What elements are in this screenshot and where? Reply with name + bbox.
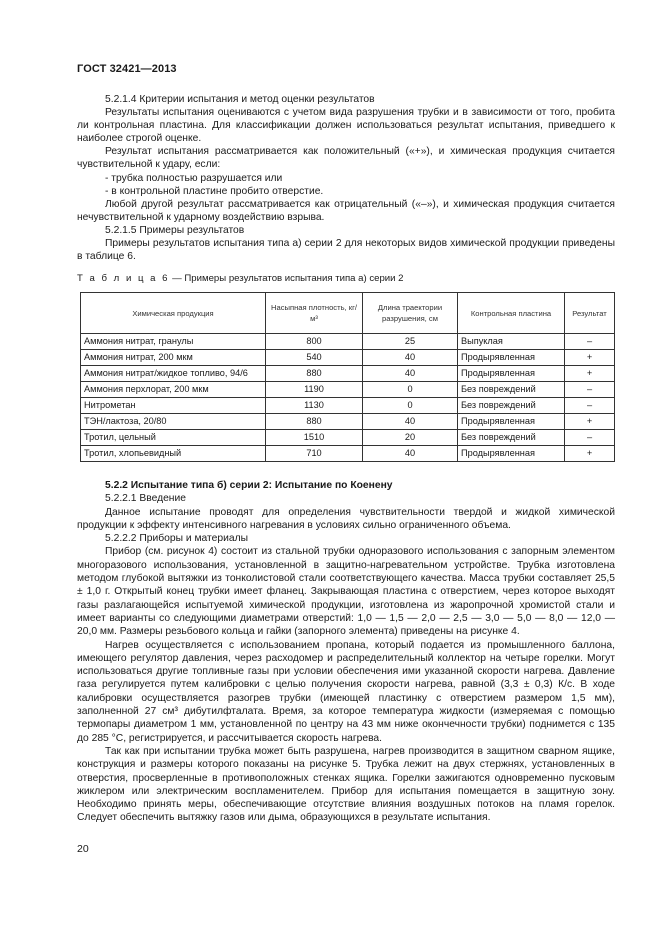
- table-cell: +: [565, 350, 615, 366]
- table-row: [81, 398, 615, 414]
- results-table: [80, 292, 615, 462]
- table-row: [81, 430, 615, 446]
- table-cell: Без повреждений: [458, 382, 565, 398]
- section-heading-5-2-2-2: 5.2.2.2 Приборы и материалы: [105, 533, 248, 545]
- table-cell: 800: [266, 334, 363, 350]
- table-header-row: [81, 293, 615, 334]
- table-cell: Аммония нитрат/жидкое топливо, 94/6: [81, 366, 266, 382]
- table-cell: 540: [266, 350, 363, 366]
- table-cell: Нитрометан: [81, 398, 266, 414]
- table-cell: Без повреждений: [458, 430, 565, 446]
- table-cell: 1130: [266, 398, 363, 414]
- table-cell: Выпуклая: [458, 334, 565, 350]
- column-header: Химическая продукция: [81, 293, 266, 334]
- table-cell: Продырявленная: [458, 366, 565, 382]
- table-row: [81, 350, 615, 366]
- list-item: - трубка полностью разрушается или: [105, 172, 283, 184]
- table-cell: 1190: [266, 382, 363, 398]
- table-cell: 25: [363, 334, 458, 350]
- table-caption: [77, 273, 404, 284]
- section-heading-5-2-1-5: 5.2.1.5 Примеры результатов: [105, 224, 245, 236]
- paragraph: Любой другой результат рассматривается как отрицательный («–»), и химическая продукция считается нечувствительной к ударному воздействию взрыва.: [77, 198, 615, 223]
- table-cell: 710: [266, 446, 363, 462]
- column-header: Насыпная плотность, кг/м³: [266, 293, 363, 334]
- table-row: [81, 366, 615, 382]
- page-number: 20: [77, 843, 89, 855]
- table-row: [81, 446, 615, 462]
- table-cell: 20: [363, 430, 458, 446]
- section-5-2-1-4: [77, 93, 615, 263]
- table-cell: 0: [363, 398, 458, 414]
- table-cell: +: [565, 446, 615, 462]
- table-cell: Продырявленная: [458, 414, 565, 430]
- table-cell: 0: [363, 382, 458, 398]
- list-item: - в контрольной пластине пробито отверстие.: [105, 185, 324, 197]
- table-cell: 40: [363, 446, 458, 462]
- column-header: Результат: [565, 293, 615, 334]
- table-row: [81, 414, 615, 430]
- table-row: [81, 382, 615, 398]
- section-heading-5-2-2: 5.2.2 Испытание типа б) серии 2: Испытание по Коенену: [105, 480, 393, 491]
- table-cell: Тротил, цельный: [81, 430, 266, 446]
- table-cell: Аммония нитрат, 200 мкм: [81, 350, 266, 366]
- table-row: [81, 334, 615, 350]
- table-cell: Продырявленная: [458, 446, 565, 462]
- table-cell: Аммония перхлорат, 200 мкм: [81, 382, 266, 398]
- table-caption-text: — Примеры результатов испытания типа а) серии 2: [169, 273, 404, 284]
- table-cell: 880: [266, 366, 363, 382]
- paragraph: Так как при испытании трубка может быть разрушена, нагрев производится в защитном сварном ящике, конструкция и размеры которого показаны на рисунке 5. Трубка лежит на двух стержнях, установленных в отверстия, просверленные в противоположных стенках ящика. Горелки зажигаются одновременно пусковым жиклером или электрическим воспламенителем. Прибор для испытания помещается в защитную зону. Необходимо принять меры, обеспечивающие отсутствие влияния воздушных потоков на пламя горелок. Следует обеспечить вытяжку газов или дыма, образующихся в результате испытания.: [77, 745, 615, 824]
- paragraph: Данное испытание проводят для определения чувствительности твердой и жидкой химической продукции к эффекту интенсивного нагревания в условиях сильно ограниченного объема.: [77, 506, 615, 531]
- paragraph: Примеры результатов испытания типа а) серии 2 для некоторых видов химической продукции приведены в таблице 6.: [77, 238, 615, 263]
- table-cell: Тротил, хлопьевидный: [81, 446, 266, 462]
- table-cell: Продырявленная: [458, 350, 565, 366]
- table-caption-label: Т а б л и ц а 6: [77, 273, 170, 284]
- table-cell: –: [565, 430, 615, 446]
- table-cell: –: [565, 334, 615, 350]
- paragraph: Результаты испытания оцениваются с учетом вида разрушения трубки и в зависимости от того, пробита ли контрольная пластина. Для классификации должен использоваться результат испытания, приведшего к наиболее строгой оценке.: [77, 107, 615, 145]
- standard-header: ГОСТ 32421—2013: [77, 63, 177, 75]
- table-cell: +: [565, 366, 615, 382]
- paragraph: Нагрев осуществляется с использованием пропана, который подается из промышленного баллона, имеющего регулятор давления, через расходомер и распределительный коллектор на четыре горелки. Могут использоваться другие топливные газы при условии обеспечения ими указанной скорости нагрева. Давление газа регулируется путем калибровки с целью получения скорости нагрева, равной (3,3 ± 0,3) К/с. В ходе калибровки осуществляется разогрев трубки (имеющей пластинку с отверстием размером 1,5 мм), заполненной 27 см³ дибутилфталата. Время, за которое температура жидкости (измеряемая с помощью термопары диаметром 1 мм, установленной по центру на 43 мм ниже окончечности трубки) поднимется с 135 до 285 °С, регистрируется, и рассчитывается скорость нагрева.: [77, 639, 615, 744]
- section-heading-5-2-1-4: 5.2.1.4 Критерии испытания и метод оценки результатов: [105, 94, 375, 105]
- table-cell: +: [565, 414, 615, 430]
- table-cell: 40: [363, 414, 458, 430]
- table-cell: –: [565, 398, 615, 414]
- section-heading-5-2-2-1: 5.2.2.1 Введение: [105, 493, 186, 505]
- table-cell: 40: [363, 366, 458, 382]
- column-header: Контрольная пластина: [458, 293, 565, 334]
- table-cell: Аммония нитрат, гранулы: [81, 334, 266, 350]
- paragraph: Результат испытания рассматривается как положительный («+»), и химическая продукция считается чувствительной к удару, если:: [77, 146, 615, 171]
- section-5-2-2: [77, 479, 615, 825]
- table-cell: ТЭН/лактоза, 20/80: [81, 414, 266, 430]
- table-cell: 1510: [266, 430, 363, 446]
- table-cell: 880: [266, 414, 363, 430]
- paragraph: Прибор (см. рисунок 4) состоит из стальной трубки одноразового использования с запорным элементом многоразового использования, установленной в защитно-нагревательном устройстве. Трубка изготовлена методом глубокой вытяжки из тонколистовой стали соответствующего качества. Масса трубки составляет 25,5 ± 1,0 г. Открытый конец трубки имеет фланец. Закрывающая пластина с отверстием, через которое выходят газы разлагающейся испытуемой химической продукции, изготовлена из жаропрочной хромистой стали и имеет варианты со следующими диаметрами отверстий: 1,0 — 1,5 — 2,0 — 2,5 — 3,0 — 5,0 — 8,0 — 12,0 — 20,0 мм. Размеры резьбового кольца и гайки (запорного элемента) приведены на рисунке 4.: [77, 546, 615, 638]
- column-header: Длина траектории разрушения, см: [363, 293, 458, 334]
- table-cell: 40: [363, 350, 458, 366]
- table-cell: Без повреждений: [458, 398, 565, 414]
- table-cell: –: [565, 382, 615, 398]
